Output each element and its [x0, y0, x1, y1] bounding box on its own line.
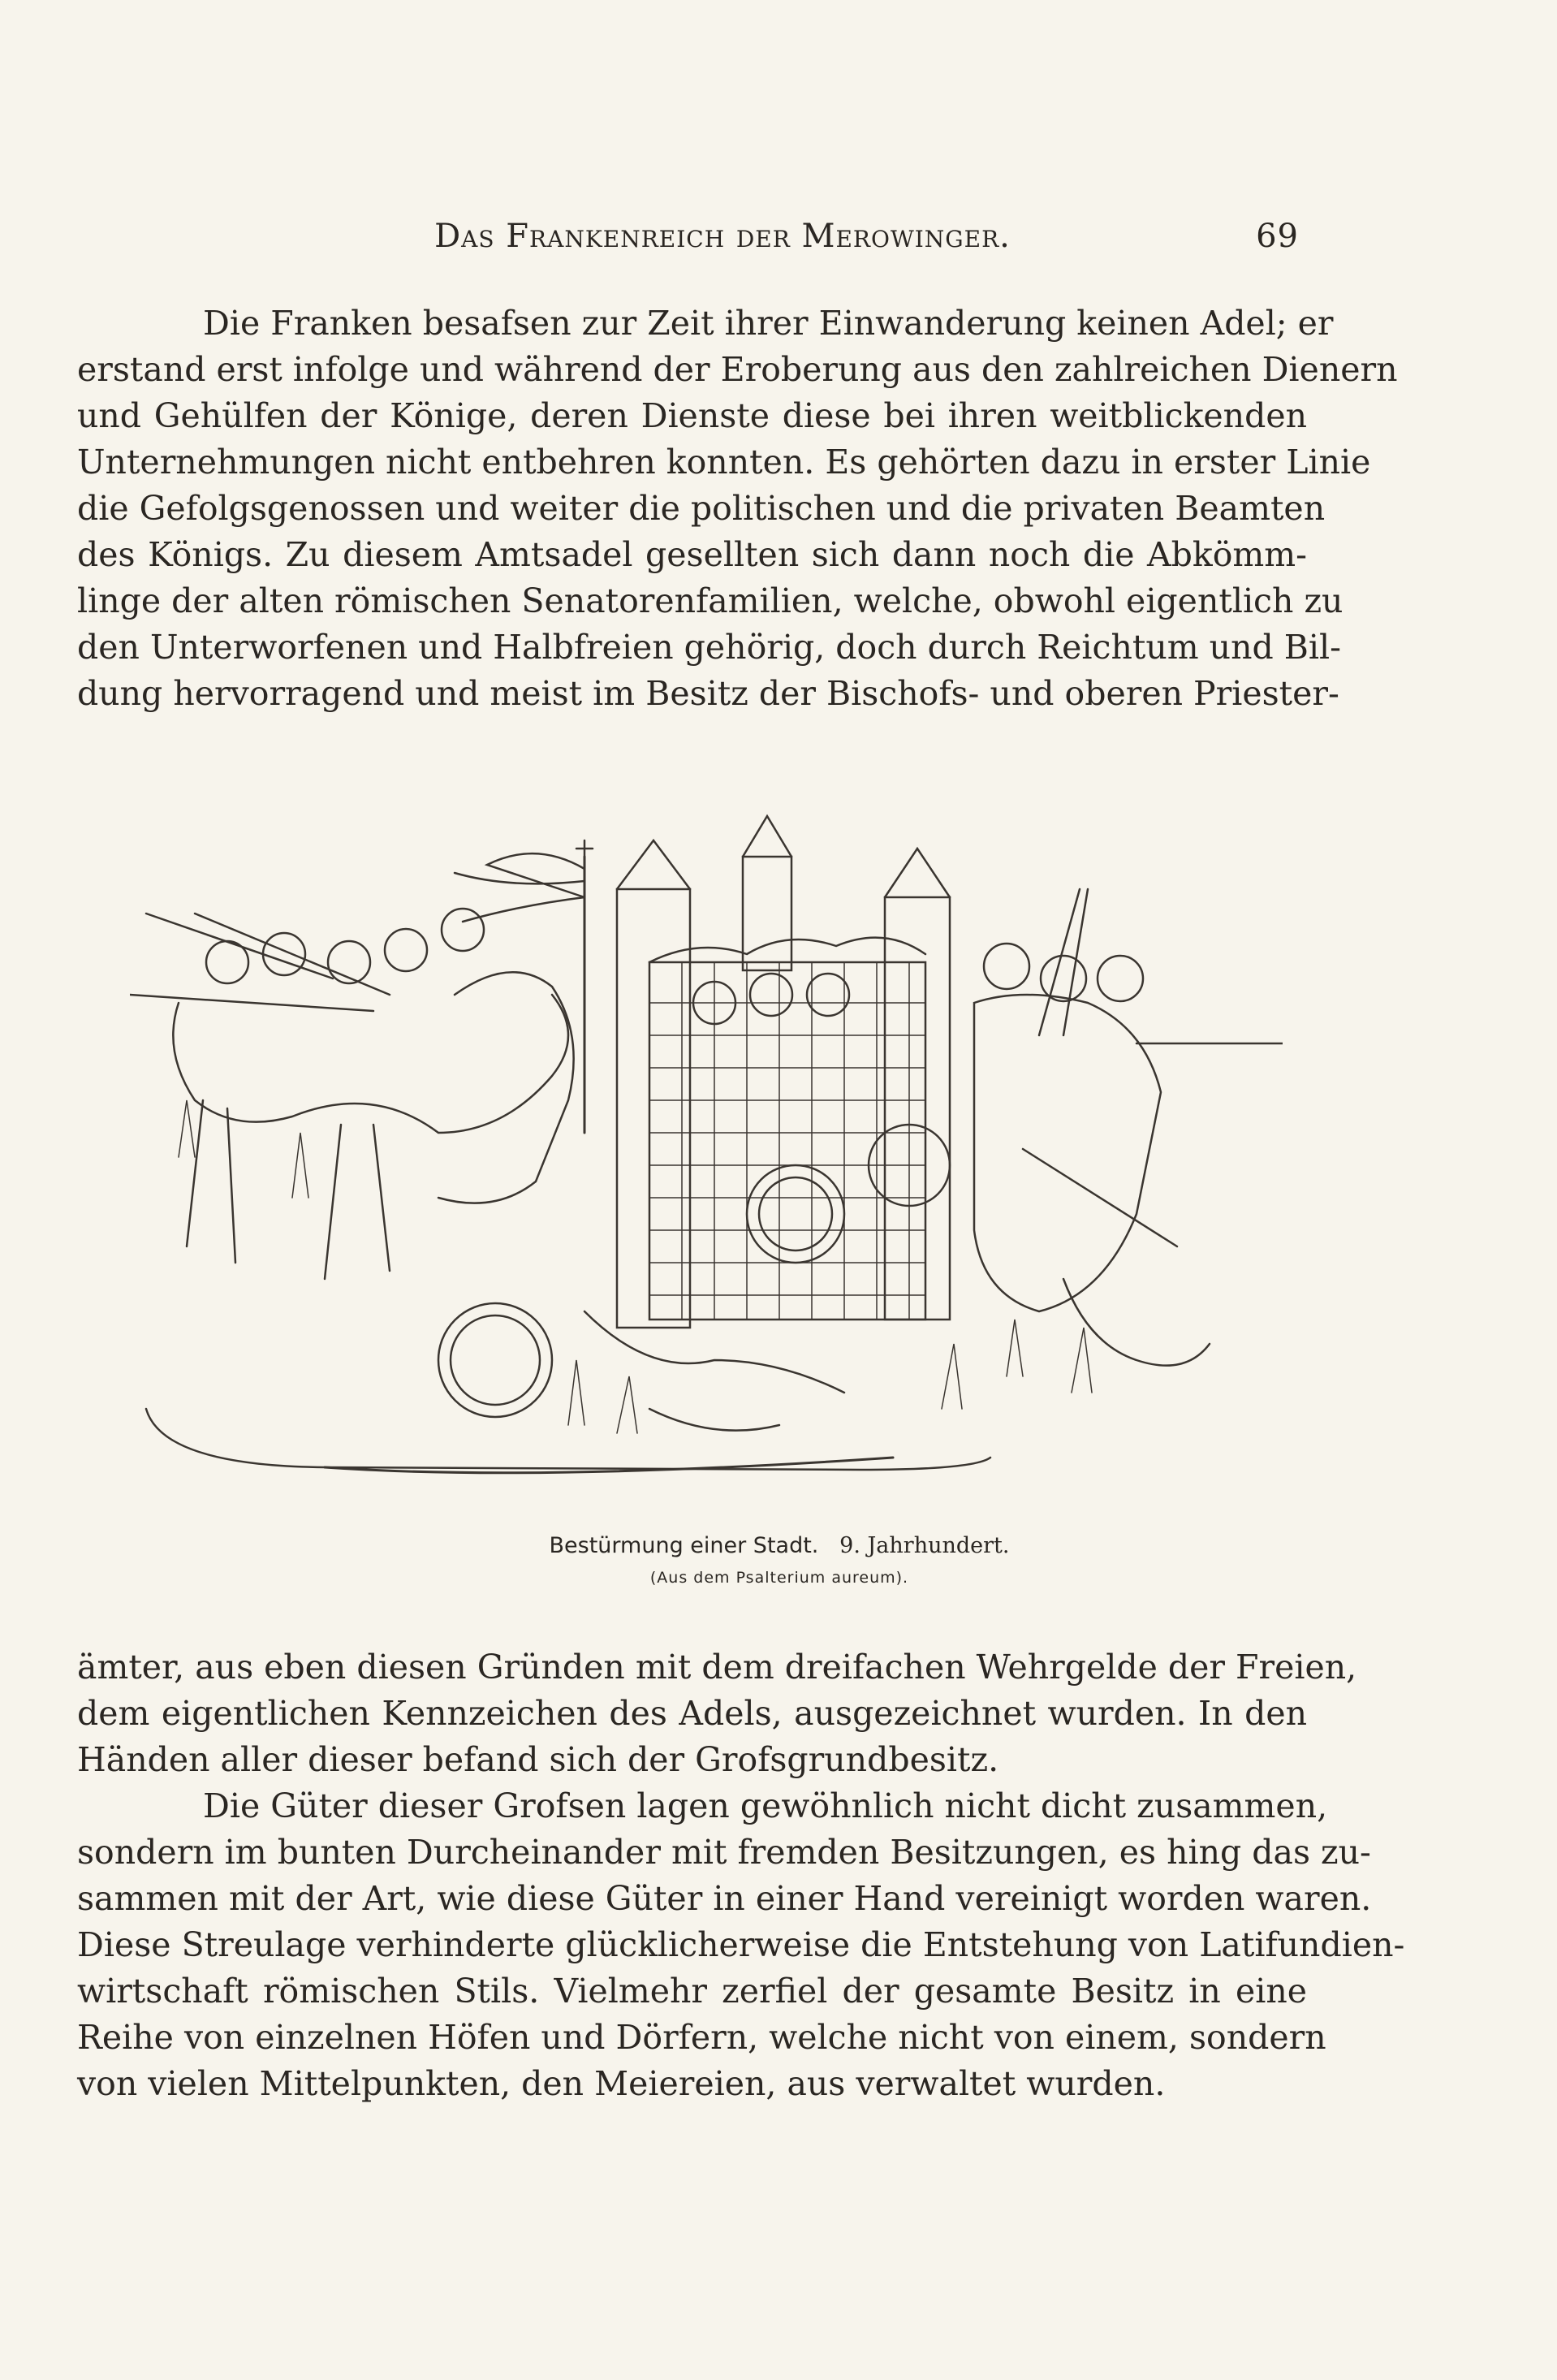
running-head — [146, 218, 1299, 266]
text-line: den Unterworfenen und Halbfreien gehörig, doch durch Reichtum und Bil- — [77, 628, 1341, 667]
text-line: Reihe von einzelnen Höfen und Dörfern, welche nicht von einem, sondern — [77, 2018, 1326, 2057]
text-line: Händen aller dieser befand sich der Grofsgrundbesitz. — [77, 1740, 999, 1779]
text-line: Die Güter dieser Grofsen lagen gewöhnlich nicht dicht zusammen, — [203, 1786, 1328, 1825]
text-line: und Gehülfen der Könige, deren Dienste diese bei ihren weitblickenden — [77, 396, 1307, 435]
text-line: erstand erst infolge und während der Eroberung aus den zahlreichen Dienern — [77, 350, 1398, 389]
page-number: 69 — [1256, 218, 1299, 255]
running-title: Das Frankenreich der Merowinger. — [434, 218, 1011, 255]
paragraph-3 — [77, 1783, 1405, 2107]
figure-source: (Aus dem Psalterium aureum). — [649, 1569, 909, 1587]
text-line: ämter, aus eben diesen Gründen mit dem dreifachen Wehrgelde der Freien, — [77, 1648, 1357, 1687]
caption-date: 9. Jahrhundert. — [839, 1533, 1010, 1558]
text-line: wirtschaft römischen Stils. Vielmehr zerfiel der gesamte Besitz in eine — [77, 1972, 1307, 2011]
text-line: die Gefolgsgenossen und weiter die politischen und die privaten Beamten — [77, 489, 1326, 528]
text-line: von vielen Mittelpunkten, den Meiereien, aus verwaltet wurden. — [77, 2064, 1166, 2103]
text-line: sondern im bunten Durcheinander mit fremden Besitzungen, es hing das zu- — [77, 1833, 1371, 1872]
text-line: dung hervorragend und meist im Besitz der Bischofs- und oberen Priester- — [77, 674, 1339, 713]
text-line: Unternehmungen nicht entbehren konnten. Es gehörten dazu in erster Linie — [77, 443, 1371, 482]
figure-caption — [162, 1533, 1396, 1558]
text-line: des Königs. Zu diesem Amtsadel gesellten sich dann noch die Abkömm- — [77, 535, 1307, 574]
paragraph-2 — [77, 1644, 1357, 1783]
text-line: sammen mit der Art, wie diese Güter in einer Hand vereinigt worden waren. — [77, 1879, 1372, 1918]
text-line: dem eigentlichen Kennzeichen des Adels, ausgezeichnet wurden. In den — [77, 1694, 1307, 1733]
text-line: Diese Streulage verhinderte glücklicherweise die Entstehung von Latifundien- — [77, 1925, 1405, 1964]
text-line: linge der alten römischen Senatorenfamilien, welche, obwohl eigentlich zu — [77, 581, 1344, 620]
illustration-siege-of-city — [130, 792, 1283, 1506]
paragraph-1 — [77, 300, 1398, 717]
caption-title: Bestürmung einer Stadt. — [549, 1533, 819, 1558]
text-line: Die Franken besafsen zur Zeit ihrer Einwanderung keinen Adel; er — [203, 304, 1334, 343]
